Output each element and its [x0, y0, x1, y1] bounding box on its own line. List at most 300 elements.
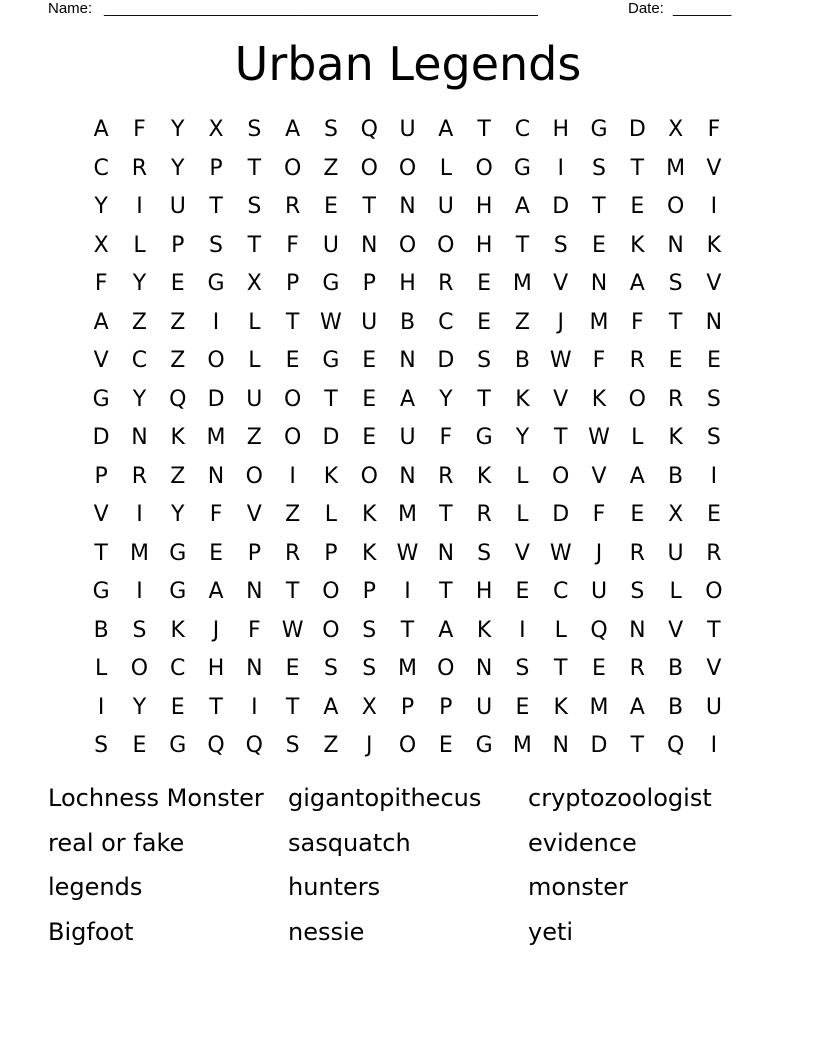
grid-letter: K	[630, 232, 645, 258]
grid-letter: A	[438, 617, 454, 643]
grid-letter: R	[476, 502, 492, 527]
grid-letter: G	[92, 579, 110, 604]
grid-letter: V	[553, 386, 569, 412]
grid-letter: Q	[169, 386, 187, 412]
grid-letter: J	[212, 617, 220, 643]
grid-letter: Z	[285, 502, 301, 527]
grid-letter: K	[476, 617, 492, 643]
word-list-item: Lochness Monster	[48, 784, 264, 812]
grid-letter: H	[207, 656, 225, 681]
grid-letter: E	[630, 194, 645, 219]
grid-letter: T	[285, 694, 300, 720]
grid-letter: H	[399, 271, 416, 296]
grid-letter: O	[552, 463, 570, 489]
grid-letter: B	[399, 309, 416, 335]
grid-letter: Y	[132, 271, 147, 296]
word-list-row	[48, 780, 768, 825]
grid-letter: R	[131, 155, 148, 181]
grid-letter: E	[477, 271, 492, 296]
grid-letter: R	[438, 463, 454, 489]
grid-letter: N	[552, 733, 569, 758]
grid-letter: S	[706, 425, 721, 450]
grid-letter: Q	[245, 733, 263, 758]
grid-letter: G	[513, 155, 531, 181]
grid-letter: T	[362, 194, 376, 219]
grid-letter: D	[207, 386, 225, 412]
grid-letter: R	[629, 348, 645, 373]
grid-letter: U	[169, 194, 186, 219]
grid-letter: V	[668, 617, 684, 643]
grid-letter: T	[209, 194, 223, 219]
grid-letter: E	[362, 425, 377, 450]
word-list-item: Bigfoot	[48, 917, 134, 946]
grid-letter: O	[398, 733, 417, 758]
grid-letter: Y	[132, 386, 147, 412]
grid-letter: N	[629, 617, 646, 643]
grid-letter: L	[516, 502, 529, 527]
grid-letter: F	[209, 502, 223, 527]
grid-letter: G	[590, 117, 608, 142]
grid-letter: L	[516, 463, 529, 489]
grid-letter: S	[362, 617, 377, 643]
grid-letter: T	[209, 694, 223, 720]
grid-letter: M	[206, 425, 226, 450]
grid-letter: E	[515, 579, 530, 604]
word-list-item: legends	[48, 873, 143, 901]
word-list-item: real or fake	[48, 828, 185, 857]
grid-letter: S	[285, 733, 300, 758]
grid-letter: O	[475, 155, 493, 181]
grid-letter: U	[246, 386, 263, 412]
grid-letter: A	[629, 463, 645, 489]
grid-letter: N	[246, 579, 263, 604]
grid-letter: Y	[132, 694, 147, 720]
grid-letter: V	[514, 540, 530, 566]
grid-letter: T	[477, 117, 491, 142]
grid-letter: P	[171, 232, 185, 258]
grid-letter: V	[246, 502, 262, 527]
grid-letter: Z	[514, 309, 530, 335]
grid-letter: F	[592, 348, 606, 373]
name-blank: ____________________________________________________	[104, 0, 538, 17]
grid-letter: Z	[131, 309, 147, 335]
grid-letter: I	[289, 463, 296, 489]
grid-row	[82, 458, 733, 497]
grid-letter: B	[668, 656, 684, 681]
grid-letter: U	[590, 579, 608, 604]
grid-letter: U	[361, 309, 378, 335]
grid-letter: P	[94, 463, 108, 489]
grid-letter: T	[630, 733, 645, 758]
grid-row	[82, 419, 733, 458]
grid-letter: N	[246, 656, 263, 681]
grid-letter: W	[588, 425, 610, 450]
grid-letter: M	[512, 733, 532, 758]
grid-letter: B	[514, 348, 530, 373]
word-list-item: nessie	[288, 917, 365, 946]
grid-letter: H	[475, 232, 493, 258]
name-label: Name:	[48, 0, 93, 17]
grid-letter: M	[589, 309, 609, 335]
grid-letter: O	[207, 348, 225, 373]
grid-letter: B	[668, 463, 684, 489]
grid-letter: F	[94, 271, 108, 296]
grid-letter: S	[323, 117, 338, 142]
grid-letter: C	[553, 579, 569, 604]
word-list-item: evidence	[528, 828, 637, 857]
grid-letter: P	[324, 540, 338, 566]
grid-letter: D	[552, 502, 570, 527]
grid-letter: S	[706, 386, 721, 412]
grid-letter: G	[169, 733, 187, 758]
grid-letter: E	[515, 694, 530, 720]
grid-letter: G	[322, 271, 340, 296]
grid-letter: Y	[515, 425, 530, 450]
grid-letter: K	[170, 425, 185, 450]
grid-letter: T	[553, 425, 568, 450]
grid-letter: A	[629, 694, 645, 720]
grid-letter: M	[129, 540, 149, 566]
grid-letter: W	[396, 540, 419, 566]
grid-letter: T	[285, 579, 300, 604]
grid-letter: L	[554, 617, 567, 643]
grid-letter: K	[706, 232, 722, 258]
grid-letter: N	[131, 425, 148, 450]
grid-letter: X	[361, 694, 377, 720]
grid-letter: T	[477, 386, 491, 412]
grid-letter: Q	[207, 733, 225, 758]
word-list-row	[48, 825, 768, 870]
grid-letter: S	[132, 617, 147, 643]
grid-letter: D	[552, 194, 570, 219]
grid-letter: A	[399, 386, 416, 412]
grid-letter: S	[209, 232, 224, 258]
grid-letter: U	[399, 425, 416, 450]
grid-letter: L	[439, 155, 452, 181]
grid-letter: V	[706, 271, 722, 296]
grid-letter: E	[592, 232, 606, 258]
grid-letter: T	[630, 155, 645, 181]
grid-letter: B	[93, 617, 109, 643]
grid-letter: A	[323, 694, 339, 720]
grid-letter: H	[475, 194, 493, 219]
grid-letter: D	[628, 117, 646, 142]
grid-letter: S	[247, 194, 262, 219]
grid-letter: I	[557, 155, 564, 181]
grid-letter: F	[592, 502, 606, 527]
grid-letter: U	[399, 117, 416, 142]
grid-letter: I	[136, 579, 143, 604]
grid-letter: J	[365, 733, 373, 758]
grid-letter: T	[439, 502, 453, 527]
grid-letter: H	[552, 117, 569, 142]
grid-letter: N	[590, 271, 608, 296]
grid-letter: E	[592, 656, 606, 681]
grid-letter: X	[668, 117, 684, 142]
letter-grid	[82, 111, 733, 766]
grid-letter: E	[630, 502, 645, 527]
grid-letter: V	[591, 463, 607, 489]
grid-letter: O	[398, 155, 417, 181]
grid-letter: E	[362, 348, 377, 373]
grid-letter: P	[362, 271, 376, 296]
grid-letter: N	[360, 232, 378, 258]
grid-letter: I	[136, 502, 143, 527]
grid-letter: S	[553, 232, 568, 258]
grid-letter: U	[476, 694, 493, 720]
grid-letter: M	[589, 694, 609, 720]
grid-letter: P	[247, 540, 261, 566]
grid-letter: G	[475, 733, 493, 758]
grid-letter: F	[707, 117, 721, 142]
grid-row	[82, 573, 733, 612]
grid-letter: L	[95, 656, 108, 681]
grid-letter: T	[324, 386, 338, 412]
grid-letter: G	[169, 579, 187, 604]
grid-letter: A	[93, 117, 109, 142]
grid-letter: I	[710, 194, 718, 219]
word-list-item: monster	[528, 873, 628, 901]
grid-row	[82, 381, 733, 420]
grid-letter: D	[92, 425, 110, 450]
grid-letter: T	[400, 617, 415, 643]
grid-letter: X	[208, 117, 224, 142]
grid-row	[82, 650, 733, 689]
grid-letter: E	[323, 194, 338, 219]
grid-letter: O	[322, 579, 340, 604]
word-list-item: sasquatch	[288, 828, 411, 857]
grid-row	[82, 265, 733, 304]
grid-letter: L	[669, 579, 682, 604]
grid-row	[82, 304, 733, 343]
grid-letter: Z	[323, 733, 339, 758]
grid-letter: T	[592, 194, 606, 219]
grid-letter: I	[251, 694, 258, 720]
grid-letter: B	[668, 694, 684, 720]
grid-letter: V	[706, 656, 722, 681]
grid-letter: O	[437, 656, 455, 681]
grid-letter: P	[285, 271, 300, 296]
grid-letter: V	[93, 502, 109, 527]
grid-letter: O	[283, 425, 302, 450]
grid-letter: V	[93, 348, 109, 373]
grid-letter: M	[666, 155, 686, 181]
grid-letter: M	[512, 271, 532, 296]
grid-letter: N	[475, 656, 493, 681]
grid-letter: T	[553, 656, 568, 681]
word-list-item: gigantopithecus	[288, 784, 482, 812]
grid-letter: U	[437, 194, 454, 219]
grid-letter: Q	[360, 117, 378, 142]
grid-letter: P	[400, 694, 415, 720]
word-list	[48, 780, 768, 958]
grid-letter: K	[515, 386, 530, 412]
word-list-item: yeti	[528, 917, 574, 946]
grid-letter: U	[667, 540, 684, 566]
grid-letter: K	[668, 425, 683, 450]
grid-letter: S	[247, 117, 262, 142]
grid-letter: T	[285, 309, 300, 335]
grid-letter: H	[475, 579, 493, 604]
grid-letter: A	[514, 194, 530, 219]
grid-letter: E	[132, 733, 147, 758]
word-list-row	[48, 914, 768, 959]
grid-letter: C	[438, 309, 454, 335]
date-blank: _______	[673, 0, 732, 17]
grid-letter: R	[284, 194, 301, 219]
grid-letter: T	[668, 309, 683, 335]
grid-letter: S	[323, 656, 338, 681]
grid-letter: I	[519, 617, 526, 643]
grid-letter: C	[514, 117, 531, 142]
grid-letter: L	[324, 502, 338, 527]
grid-letter: A	[438, 117, 454, 142]
grid-letter: J	[557, 309, 564, 335]
grid-letter: M	[398, 502, 418, 527]
grid-letter: G	[207, 271, 225, 296]
grid-letter: C	[131, 348, 148, 373]
grid-row	[82, 150, 733, 189]
grid-letter: F	[248, 617, 261, 643]
grid-row	[82, 111, 733, 150]
grid-letter: I	[97, 694, 105, 720]
grid-letter: N	[399, 348, 416, 373]
grid-letter: U	[322, 232, 339, 258]
grid-letter: E	[706, 502, 721, 527]
grid-letter: R	[629, 656, 645, 681]
grid-letter: Z	[170, 309, 186, 335]
grid-letter: T	[515, 232, 530, 258]
grid-letter: R	[131, 463, 148, 489]
grid-row	[82, 612, 733, 651]
grid-letter: F	[286, 232, 299, 258]
grid-row	[82, 727, 733, 766]
grid-letter: G	[92, 386, 110, 412]
page-title: Urban Legends	[234, 37, 582, 91]
grid-letter: T	[247, 232, 262, 258]
grid-letter: N	[705, 309, 723, 335]
grid-letter: Y	[94, 194, 108, 219]
grid-letter: E	[170, 694, 185, 720]
grid-letter: O	[705, 579, 723, 604]
grid-letter: Y	[171, 502, 185, 527]
grid-letter: O	[283, 386, 302, 412]
grid-letter: L	[631, 425, 644, 450]
grid-letter: Z	[170, 348, 186, 373]
grid-letter: I	[710, 463, 718, 489]
grid-letter: I	[404, 579, 411, 604]
grid-letter: E	[362, 386, 377, 412]
grid-letter: F	[630, 309, 644, 335]
grid-letter: O	[322, 617, 340, 643]
grid-row	[82, 496, 733, 535]
grid-letter: N	[437, 540, 455, 566]
grid-letter: U	[705, 694, 722, 720]
grid-letter: N	[207, 463, 225, 489]
grid-letter: A	[208, 579, 224, 604]
grid-letter: N	[399, 463, 416, 489]
grid-letter: G	[322, 348, 340, 373]
grid-letter: A	[285, 117, 301, 142]
grid-letter: Q	[590, 617, 608, 643]
grid-letter: E	[438, 733, 453, 758]
grid-letter: T	[439, 579, 453, 604]
grid-letter: K	[591, 386, 607, 412]
grid-letter: I	[212, 309, 220, 335]
grid-letter: O	[398, 232, 417, 258]
grid-letter: E	[668, 348, 683, 373]
grid-letter: O	[437, 232, 455, 258]
grid-letter: N	[399, 194, 416, 219]
grid-row	[82, 535, 733, 574]
grid-letter: E	[706, 348, 721, 373]
grid-letter: J	[595, 540, 603, 566]
grid-letter: Z	[246, 425, 262, 450]
grid-letter: T	[247, 155, 262, 181]
grid-letter: K	[362, 540, 377, 566]
grid-letter: P	[362, 579, 376, 604]
grid-letter: S	[362, 656, 377, 681]
word-list-item: cryptozoologist	[528, 784, 712, 812]
grid-letter: K	[323, 463, 339, 489]
grid-letter: A	[629, 271, 645, 296]
grid-letter: G	[169, 540, 187, 566]
grid-letter: E	[477, 309, 492, 335]
word-list-row	[48, 869, 768, 914]
grid-letter: E	[285, 656, 300, 681]
grid-letter: S	[515, 656, 530, 681]
grid-letter: C	[93, 155, 109, 181]
grid-letter: K	[362, 502, 377, 527]
grid-letter: D	[437, 348, 455, 373]
grid-letter: Q	[666, 733, 685, 758]
grid-letter: I	[136, 194, 143, 219]
grid-letter: S	[94, 733, 109, 758]
grid-letter: R	[438, 271, 454, 296]
grid-letter: K	[476, 463, 492, 489]
grid-letter: O	[360, 155, 378, 181]
grid-row	[82, 342, 733, 381]
grid-letter: N	[667, 232, 684, 258]
grid-letter: X	[246, 271, 262, 296]
grid-letter: V	[706, 155, 722, 181]
grid-letter: Z	[170, 463, 186, 489]
grid-letter: E	[285, 348, 300, 373]
grid-letter: O	[245, 463, 263, 489]
word-list-item: hunters	[288, 873, 381, 901]
grid-row	[82, 689, 733, 728]
grid-letter: P	[439, 694, 453, 720]
header	[48, 0, 748, 18]
grid-letter: X	[93, 232, 109, 258]
grid-letter: Z	[323, 155, 339, 181]
grid-letter: S	[630, 579, 645, 604]
date-label: Date:	[628, 0, 664, 17]
grid-letter: W	[281, 617, 304, 643]
grid-letter: F	[133, 117, 146, 142]
grid-letter: T	[94, 540, 108, 566]
grid-letter: Y	[439, 386, 453, 412]
grid-letter: R	[706, 540, 722, 566]
grid-letter: D	[590, 733, 608, 758]
grid-letter: G	[475, 425, 493, 450]
grid-letter: O	[666, 194, 685, 219]
grid-letter: O	[628, 386, 646, 412]
grid-letter: L	[133, 232, 146, 258]
grid-letter: E	[209, 540, 223, 566]
grid-letter: I	[710, 733, 718, 758]
grid-letter: O	[283, 155, 302, 181]
